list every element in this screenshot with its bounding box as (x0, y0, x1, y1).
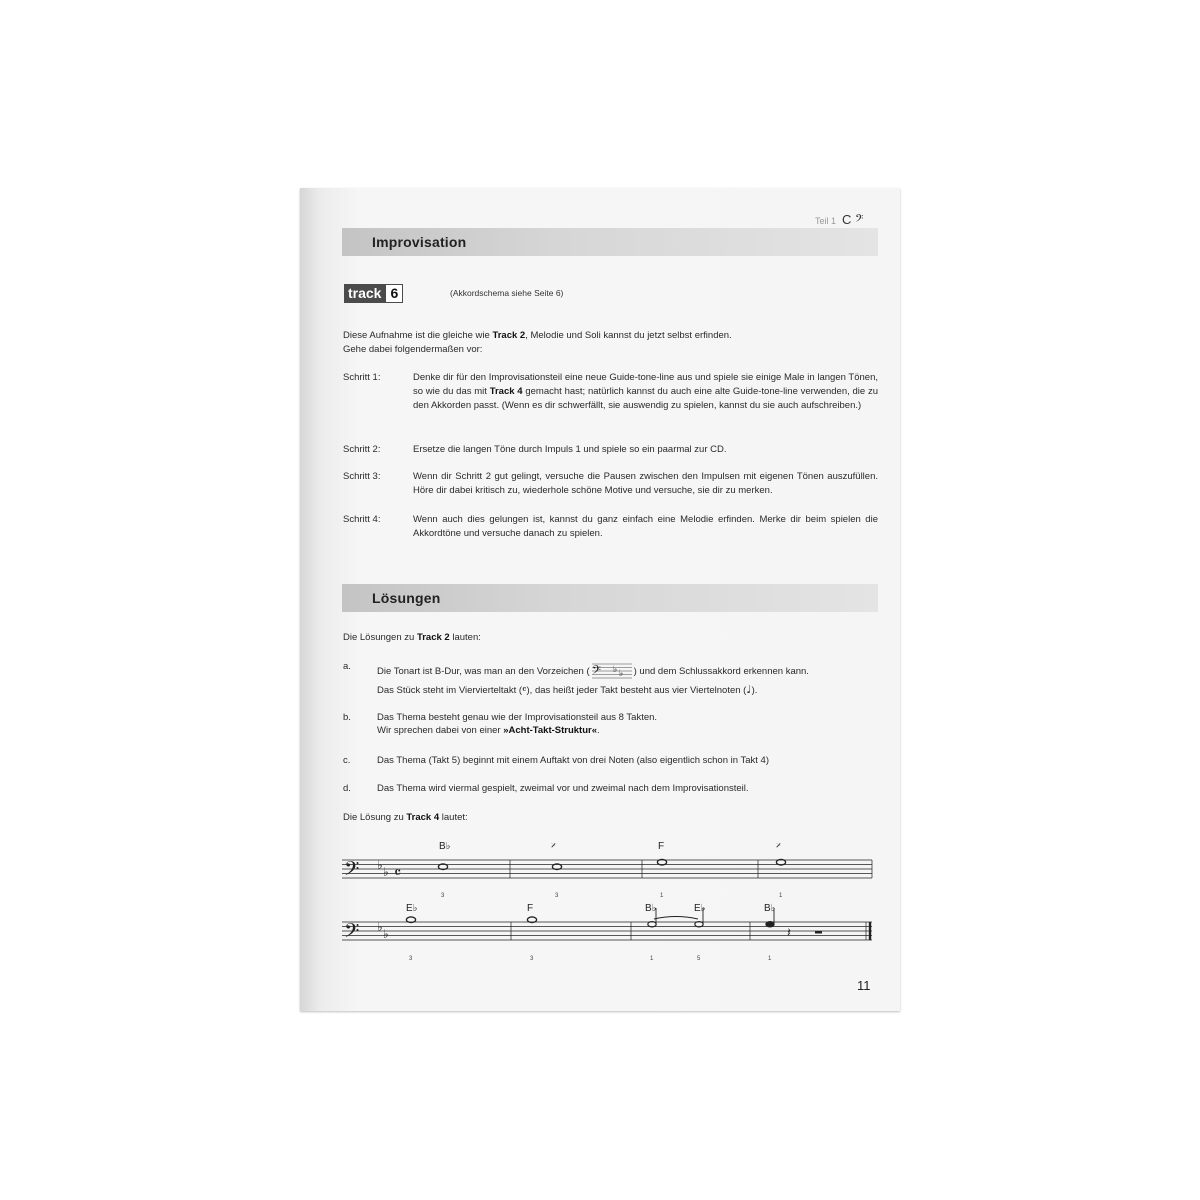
chord-symbol: B♭ (645, 903, 657, 914)
half-note (648, 922, 656, 927)
quarter-note-icon: ♩ (746, 683, 752, 696)
step-3-label: Schritt 3: (343, 471, 381, 482)
item-a-line-1 (377, 660, 809, 680)
step-4-label: Schritt 4: (343, 514, 381, 525)
item-d-label: d. (343, 783, 351, 794)
page-number: 11 (857, 978, 871, 993)
chord-symbol: 𝄎 (776, 841, 781, 852)
chord-symbol: F (527, 903, 534, 914)
chord-symbol: B♭ (439, 841, 451, 852)
corner-mark-faint: Teil 1 (815, 216, 837, 226)
svg-text:♭: ♭ (612, 665, 617, 675)
track-4-intro-c: lautet: (439, 812, 468, 823)
improvisation-intro-2: Gehe dabei folgendermaßen vor: (343, 344, 483, 355)
item-a-line-2-b: ), das heißt jeder Takt besteht aus vier Viertelnoten ( (526, 685, 747, 696)
intro-text-a: Diese Aufnahme ist die gleiche wie (343, 330, 493, 341)
loesungen-heading-bar (342, 584, 878, 612)
page-corner-mark (815, 212, 863, 228)
chord-scheme-note: (Akkordschema siehe Seite 6) (450, 288, 564, 298)
step-2-label: Schritt 2: (343, 444, 381, 455)
common-time-icon: 𝄴 (522, 685, 527, 696)
track-badge (344, 284, 403, 303)
step-1-text-a: Denke dir für den Improvisationsteil eine neue Guide-tone-line aus und spiele sie einige Male in langen Tönen, so wie du das mit (413, 372, 878, 398)
item-a-label: a. (343, 661, 351, 672)
flat-icon: ♭ (383, 927, 389, 941)
item-a-line-2-c: ). (751, 685, 758, 696)
step-1-label: Schritt 1: (343, 372, 381, 383)
item-b-line-2-bold: »Acht-Takt-Struktur« (503, 725, 597, 736)
step-4-text: Wenn auch dies gelungen ist, kannst du ganz einfach eine Melodie erfinden. Merke dir beim spielen die Akkordtöne und versuche danach zu spielen. (413, 514, 878, 540)
intro-text-c: , Melodie und Soli kannst du jetzt selbst erfinden. (525, 330, 732, 341)
step-1-text-b: gemacht hast; natürlich kannst du auch eine alte Guide-tone-line verwenden, die zu den Akkorden passt. (Wenn es dir schwerfällt, sie auswendig zu spielen, kannst du sie auch aufschreiben.) (413, 386, 878, 412)
step-2-text: Ersetze die langen Töne durch Impuls 1 und spiele so ein paarmal zur CD. (413, 444, 727, 455)
item-b-line-2 (377, 724, 600, 738)
item-c-text: Das Thema (Takt 5) beginnt mit einem Auftakt von drei Noten (also eigentlich schon in Takt 4) (377, 755, 769, 766)
degree-number: 1 (650, 956, 654, 962)
half-rest (815, 931, 822, 934)
staff-row-2 (342, 922, 872, 940)
svg-text:♭: ♭ (618, 669, 623, 679)
loesungen-intro-c: lauten: (449, 632, 481, 643)
guide-tone-line-score (300, 833, 900, 973)
flat-icon: ♭ (377, 920, 383, 934)
quarter-rest-icon: 𝄽 (787, 926, 791, 941)
intro-text-bold: Track 2 (492, 330, 526, 341)
tie-arc (654, 917, 698, 920)
improvisation-intro (343, 329, 732, 343)
item-d-text: Das Thema wird viermal gespielt, zweimal vor und zweimal nach dem Improvisationsteil. (377, 783, 749, 794)
item-a-line-2-a: Das Stück steht im Viervierteltakt ( (377, 685, 523, 696)
improvisation-heading-bar (342, 228, 878, 256)
track-4-intro-bold: Track 4 (406, 812, 440, 823)
loesungen-heading: Lösungen (372, 590, 441, 606)
degree-number: 5 (697, 956, 701, 962)
chord-symbol: E♭ (694, 903, 706, 914)
degree-number: 1 (660, 893, 664, 899)
item-b-label: b. (343, 712, 351, 723)
half-note (695, 922, 703, 927)
bass-clef-icon: 𝄢 (344, 857, 360, 885)
flat-icon: ♭ (377, 858, 383, 872)
chord-symbol: B♭ (764, 903, 776, 914)
item-c-label: c. (343, 755, 351, 766)
loesungen-intro (343, 631, 481, 645)
loesungen-intro-a: Die Lösungen zu (343, 632, 417, 643)
degree-number: 3 (530, 956, 534, 962)
chord-symbol: E♭ (406, 903, 418, 914)
track-4-intro (343, 811, 468, 825)
key-signature-icon (590, 660, 634, 680)
item-a-line-2 (377, 683, 757, 698)
improvisation-heading: Improvisation (372, 234, 467, 250)
degree-number: 1 (768, 956, 772, 962)
degree-number: 3 (409, 956, 413, 962)
corner-mark-clef: C 𝄢 (842, 212, 864, 227)
step-1-text-bold: Track 4 (489, 386, 523, 398)
chord-symbol: 𝄎 (551, 841, 556, 852)
track-badge-word: track (344, 284, 385, 303)
step-1-text (413, 371, 878, 414)
staff-row-1 (342, 860, 872, 878)
bass-clef-icon: 𝄢 (344, 919, 360, 947)
degree-number: 3 (555, 893, 559, 899)
item-b-line-2-a: Wir sprechen dabei von einer (377, 725, 504, 736)
book-page (300, 188, 900, 1011)
item-b-line-1: Das Thema besteht genau wie der Improvisationsteil aus 8 Takten. (377, 712, 658, 723)
loesungen-intro-bold: Track 2 (416, 632, 450, 643)
item-a-line-1-b: ) und dem Schlussakkord erkennen kann. (633, 666, 809, 677)
common-time-icon: 𝄴 (394, 863, 402, 882)
flat-icon: ♭ (383, 865, 389, 879)
degree-number: 1 (779, 893, 783, 899)
step-3-text: Wenn dir Schritt 2 gut gelingt, versuche die Pausen zwischen den Impulsen mit eigenen Tönen auszufüllen. Höre dir dabei kritisch zu, wiederhole schöne Motive und versuche, sie dir zu merken. (413, 471, 878, 497)
degree-number: 3 (441, 893, 445, 899)
svg-text:𝄢: 𝄢 (591, 664, 601, 680)
item-b-line-2-c: . (597, 725, 600, 736)
track-4-intro-a: Die Lösung zu (343, 812, 407, 823)
track-badge-number: 6 (385, 284, 403, 303)
chord-symbol: F (658, 841, 665, 852)
quarter-note (766, 922, 774, 927)
item-a-line-1-a: Die Tonart ist B-Dur, was man an den Vorzeichen ( (377, 666, 590, 677)
